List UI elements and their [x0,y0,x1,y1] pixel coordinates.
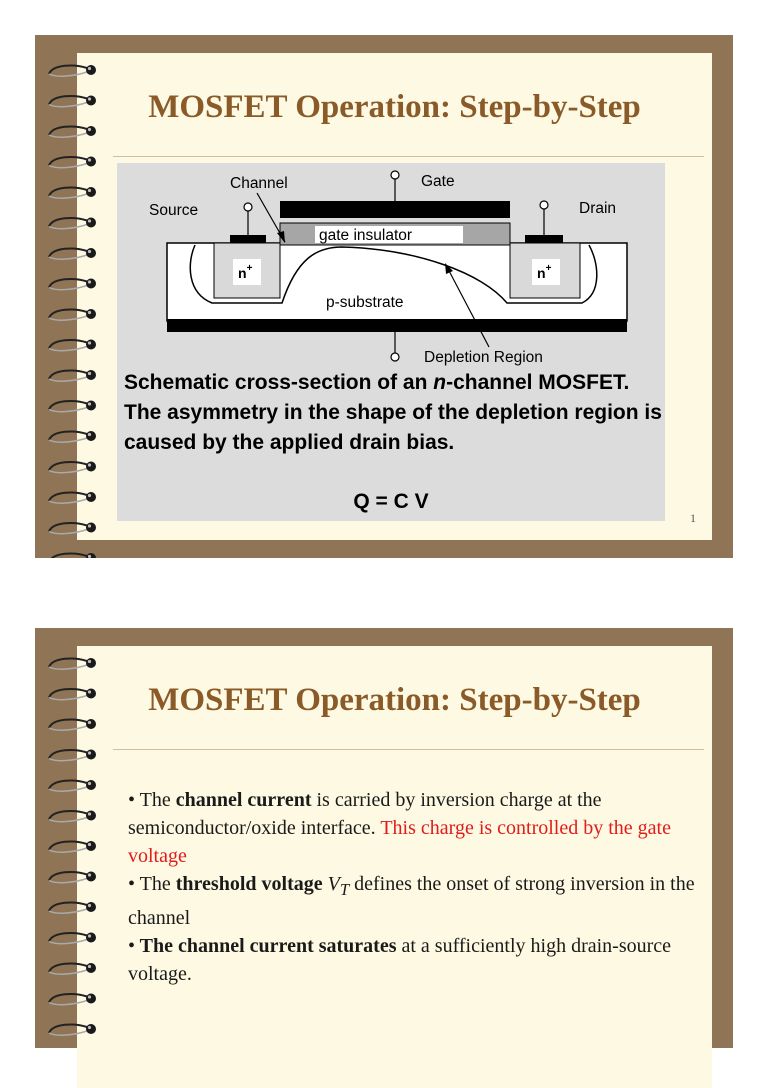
spiral-binding [35,628,115,1048]
gate-label: Gate [421,173,455,190]
binding-ring [49,811,96,822]
binding-ring [49,841,96,852]
bullet-item: • The threshold voltage $V_T$ defines the onset of strong inversion in the channel [128,873,695,929]
binding-ring [49,187,96,198]
body-terminal [391,353,399,361]
drain-contact [525,235,563,243]
source-n-plus-label: n+ [238,263,253,281]
source-contact [230,235,266,243]
binding-ring [49,933,96,944]
binding-ring [49,902,96,913]
back-contact-bar [167,319,627,332]
binding-ring [49,279,96,290]
binding-ring [49,370,96,381]
slide-2 [35,628,733,1048]
source-terminal [244,203,252,211]
binding-ring [49,126,96,137]
diagram-caption: Schematic cross-section of an n-channel MOSFET. The asymmetry in the shape of the depletion region is caused by the applied drain bias. [124,371,662,454]
binding-ring [49,553,96,558]
binding-ring [49,658,96,669]
slide-paper [77,646,712,1088]
spiral-binding [35,35,115,558]
binding-ring [49,994,96,1005]
bullet-item: • The channel current is carried by inversion charge at the semiconductor/oxide interface. This charge is controlled by the gate voltage [128,789,671,867]
title-divider [113,749,704,750]
binding-ring [49,65,96,76]
bullet-item: • The channel current saturates at a sufficiently high drain-source voltage. [128,935,672,985]
binding-ring [49,248,96,259]
binding-ring [49,872,96,883]
binding-ring [49,462,96,473]
mosfet-diagram [117,163,665,521]
title-divider [113,156,704,157]
drain-terminal [540,201,548,209]
binding-ring [49,340,96,351]
mosfet-cross-section [117,163,665,378]
binding-ring [49,750,96,761]
binding-ring [49,780,96,791]
equation: Q = C V [353,490,429,513]
depletion-region-label: Depletion Region [424,349,543,366]
page-number: 1 [690,511,696,525]
slide-title: MOSFET Operation: Step-by-Step [148,89,641,125]
binding-ring [49,523,96,534]
binding-ring [49,401,96,412]
binding-ring [49,431,96,442]
drain-label: Drain [579,200,617,217]
gate-electrode [280,201,510,218]
binding-ring [49,157,96,168]
binding-ring [49,96,96,107]
binding-ring [49,1024,96,1035]
binding-ring [49,492,96,503]
p-substrate-label: p-substrate [326,294,404,311]
slide-paper [77,53,712,540]
binding-ring [49,218,96,229]
binding-ring [49,719,96,730]
binding-ring [49,963,96,974]
source-label: Source [149,202,199,219]
binding-ring [49,689,96,700]
gate-insulator-label: gate insulator [319,227,413,244]
gate-terminal [391,171,399,179]
channel-label: Channel [230,175,288,192]
bullet-list [128,786,708,988]
drain-n-plus-label: n+ [537,263,552,281]
binding-ring [49,309,96,320]
slide-1 [35,35,733,558]
slide-title: MOSFET Operation: Step-by-Step [148,682,641,718]
